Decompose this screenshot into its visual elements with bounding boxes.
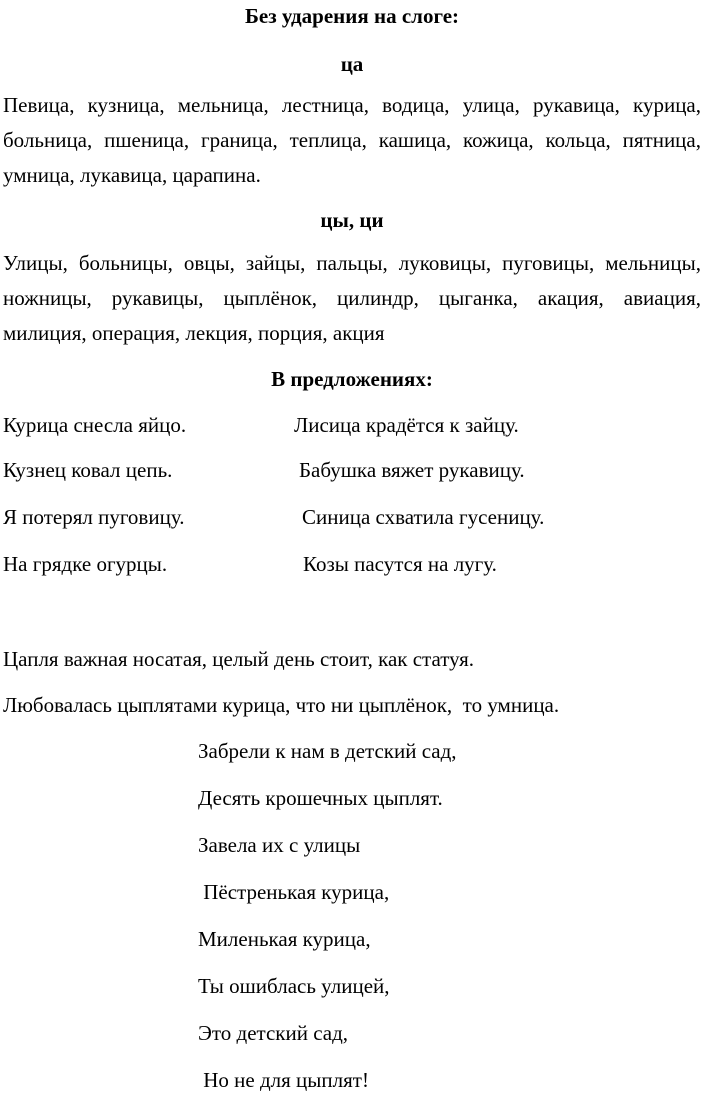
- poem-line: Миленькая курица,: [198, 927, 371, 951]
- sentence-right: Козы пасутся на лугу.: [303, 552, 497, 576]
- poem-line: Но не для цыплят!: [198, 1068, 369, 1092]
- poem-line: Это детский сад,: [198, 1021, 349, 1045]
- poem-line: Завела их с улицы: [198, 833, 361, 857]
- sentence-right: Бабушка вяжет рукавицу.: [299, 458, 525, 482]
- saying-line: Любовалась цыплятами курица, что ни цыплёнок, то умница.: [3, 693, 560, 717]
- poem-line: Забрели к нам в детский сад,: [198, 739, 457, 763]
- sentence-left: Курица снесла яйцо.: [3, 413, 187, 437]
- document-title: Без ударения на слоге:: [244, 4, 460, 28]
- sentence-right: Синица схватила гусеницу.: [302, 505, 545, 529]
- sentence-right: Лисица крадётся к зайцу.: [294, 413, 519, 437]
- poem-line: Пёстренькая курица,: [198, 880, 390, 904]
- sentence-left: Кузнец ковал цепь.: [3, 458, 173, 482]
- word-list-tsy-tsi: Улицы, больницы, овцы, зайцы, пальцы, луковицы, пуговицы, мельницы, ножницы, рукавицы, цыплёнок, цилиндр, цыганка, акация, авиация, милиция, операция, лекция, порция, акция: [3, 251, 701, 345]
- poem-line: Десять крошечных цыплят.: [198, 786, 443, 810]
- poem-line: Ты ошиблась улицей,: [198, 974, 390, 998]
- section-heading-tsa: ца: [340, 52, 364, 76]
- sentence-left: Я потерял пуговицу.: [3, 505, 185, 529]
- sentence-left: На грядке огурцы.: [3, 552, 168, 576]
- word-list-tsa: Певица, кузница, мельница, лестница, водица, улица, рукавица, курица, больница, пшеница, граница, теплица, кашица, кожица, кольца, пятница, умница, лукавица, царапина.: [3, 93, 701, 187]
- section-heading-sentences: В предложениях:: [271, 367, 433, 391]
- saying-line: Цапля важная носатая, целый день стоит, как статуя.: [3, 647, 475, 671]
- section-heading-tsy-tsi: цы, ци: [320, 208, 384, 232]
